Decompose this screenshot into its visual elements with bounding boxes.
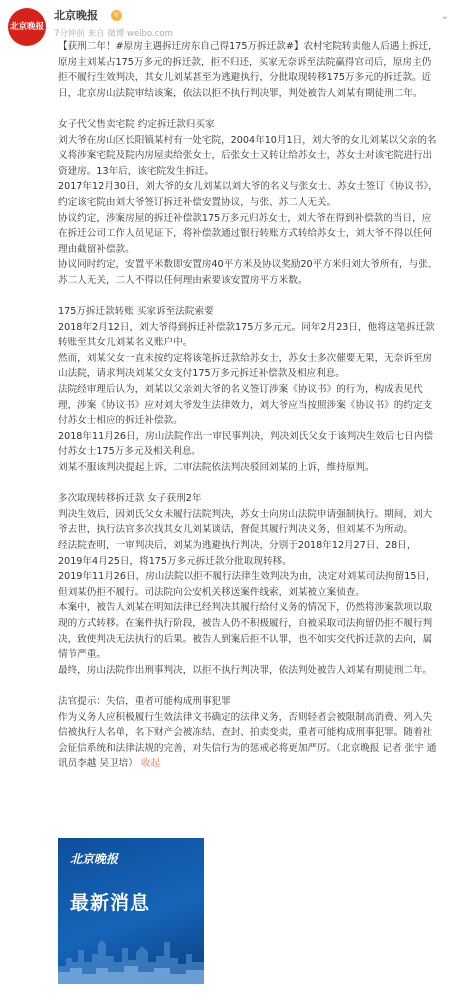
post-intro: 【获刑二年！#原房主遇拆迁房东自己得175万拆迁款#】农村宅院转卖他人后遇上拆迁，原房主刘某占175万多元的拆迁款，拒不归还，买家无奈诉至法院赢得官司后，原房主仍拒不履行生效判决，其女儿刘某甚至为逃避执行，分批取现转移175万多元的拆迁款。近日，北京房山法院审结该案，依法以拒不执行判决罪，判处被告人刘某有期徒刑二年。 <box>58 41 438 99</box>
paragraph: 刘大爷在房山区长阳镇某村有一处宅院，2004年10月1日，刘大爷的女儿刘某以父亲的名义将涉案宅院及院内房屋卖给张女士，后张女士又转让给苏女士，苏女士对该宅院进行出资建房。13年后，该宅院发生拆迁。 <box>58 134 437 177</box>
paragraph: 法院经审理后认为，刘某以父亲刘大爷的名义签订涉案《协议书》的行为，构成表见代理，涉案《协议书》应对刘大爷发生法律效力，刘大爷应当按照涉案《协议书》的约定支付苏女士相应的拆迁补偿款。 <box>58 384 433 427</box>
paragraph: 本案中，被告人刘某在明知法律已经判决其履行给付义务的情况下，仍然将涉案款项以取现的方式转移。在案件执行阶段，被告人仍不积极履行，自被采取司法拘留仍拒不履行判决，致使判决无法执行的后果。被告人到案后拒不认罪，也不如实交代拆迁款的去向，属情节严重。 <box>58 602 433 661</box>
news-card-image[interactable] <box>58 838 204 984</box>
paragraph: 协议同时约定，安置平米数即安置房40平方米及协议奖励20平方米归刘大爷所有，与张、苏二人无关，二人不得以任何理由索要该安置房平方米数。 <box>58 259 438 286</box>
paragraph: 协议约定，涉案房屋的拆迁补偿款175万多元归苏女士，刘大爷在得到补偿款的当日，应在拆迁公司工作人员见证下，将补偿款通过银行转账方式转给苏女士，刘大爷不得以任何理由截留补偿款。 <box>58 212 433 255</box>
paragraph: 然而，刘某父女一直未按约定将该笔拆迁款给苏女士，苏女士多次催要无果，无奈诉至房山法院，请求判决刘某父女支付175万多元拆迁补偿款及相应利息。 <box>58 352 433 380</box>
paragraph-with-link <box>58 710 440 772</box>
section-heading: 法官提示：失信，重者可能构成刑事犯罪 <box>58 695 231 707</box>
avatar[interactable] <box>8 8 46 46</box>
section-heading: 175万拆迁款转账 买家诉至法院索要 <box>58 306 214 318</box>
card-brand: 北京晚报 <box>70 852 119 866</box>
section-heading: 女子代父售卖宅院 约定拆迁款归买家 <box>58 118 215 130</box>
post-body <box>58 39 440 772</box>
city-skyline-icon <box>58 932 204 984</box>
paragraph: 刘某不服该判决提起上诉，二审法院依法判决驳回刘某的上诉，维持原判。 <box>58 462 375 474</box>
paragraph: 最终，房山法院作出刑事判决，以拒不执行判决罪，依法判处被告人刘某有期徒刑二年。 <box>58 664 433 676</box>
account-name[interactable]: 北京晚报 <box>54 9 98 22</box>
avatar-text: 北京晚报 <box>9 21 44 32</box>
paragraph: 判决生效后，因刘氏父女未履行法院判决，苏女士向房山法院申请强制执行。期间，刘大爷去世，执行法官多次找其女儿刘某谈话，督促其履行判决义务，但刘某不为所动。 <box>58 508 433 536</box>
verified-badge-icon: V <box>111 10 122 21</box>
paragraph: 2018年11月26日，房山法院作出一审民事判决，判决刘氏父女于该判决生效后七日内偿付苏女士175万多元及相关利息。 <box>58 430 434 458</box>
paragraph: 经法院查明，一审判决后，刘某为逃避执行判决，分别于2018年12月27日、28日，2019年4月25日，将175万多元拆迁款分批取现转移。 <box>58 540 417 567</box>
paragraph: 2018年2月12日，刘大爷得到拆迁补偿款175万多元元。同年2月23日，他将这笔拆迁款转账至其女儿刘某名义账户中。 <box>58 321 435 349</box>
card-title: 最新消息 <box>70 892 151 914</box>
post-meta: 7分钟前 来自 微博 weibo.com <box>54 29 173 39</box>
paragraph: 2019年11月26日，房山法院以拒不履行法律生效判决为由，决定对刘某司法拘留15日，但刘某仍拒不履行。司法院向公安机关移送案件线索，刘某被立案侦查。 <box>58 571 436 598</box>
section-heading: 多次取现转移拆迁款 女子获刑2年 <box>58 493 202 505</box>
collapse-link[interactable]: 收起 <box>140 758 161 770</box>
chevron-down-icon[interactable]: ⌄ <box>440 11 450 22</box>
paragraph: 作为义务人应积极履行生效法律文书确定的法律义务，否则轻者会被限制高消费、列入失信被执行人名单，名下财产会被冻结、查封、拍卖变卖，重者可能构成刑事犯罪。随着社会征信系统和法律法规的完善，对失信行为的惩戒必将更加严厉。（北京晚报 记者 张宇 通讯员李越 吴卫培） <box>58 711 437 770</box>
paragraph: 2017年12月30日，刘大爷的女儿刘某以刘大爷的名义与张女士、苏女士签订《协议书》，约定该宅院由刘大爷签订拆迁补偿安置协议，与张、苏二人无关。 <box>58 181 438 208</box>
